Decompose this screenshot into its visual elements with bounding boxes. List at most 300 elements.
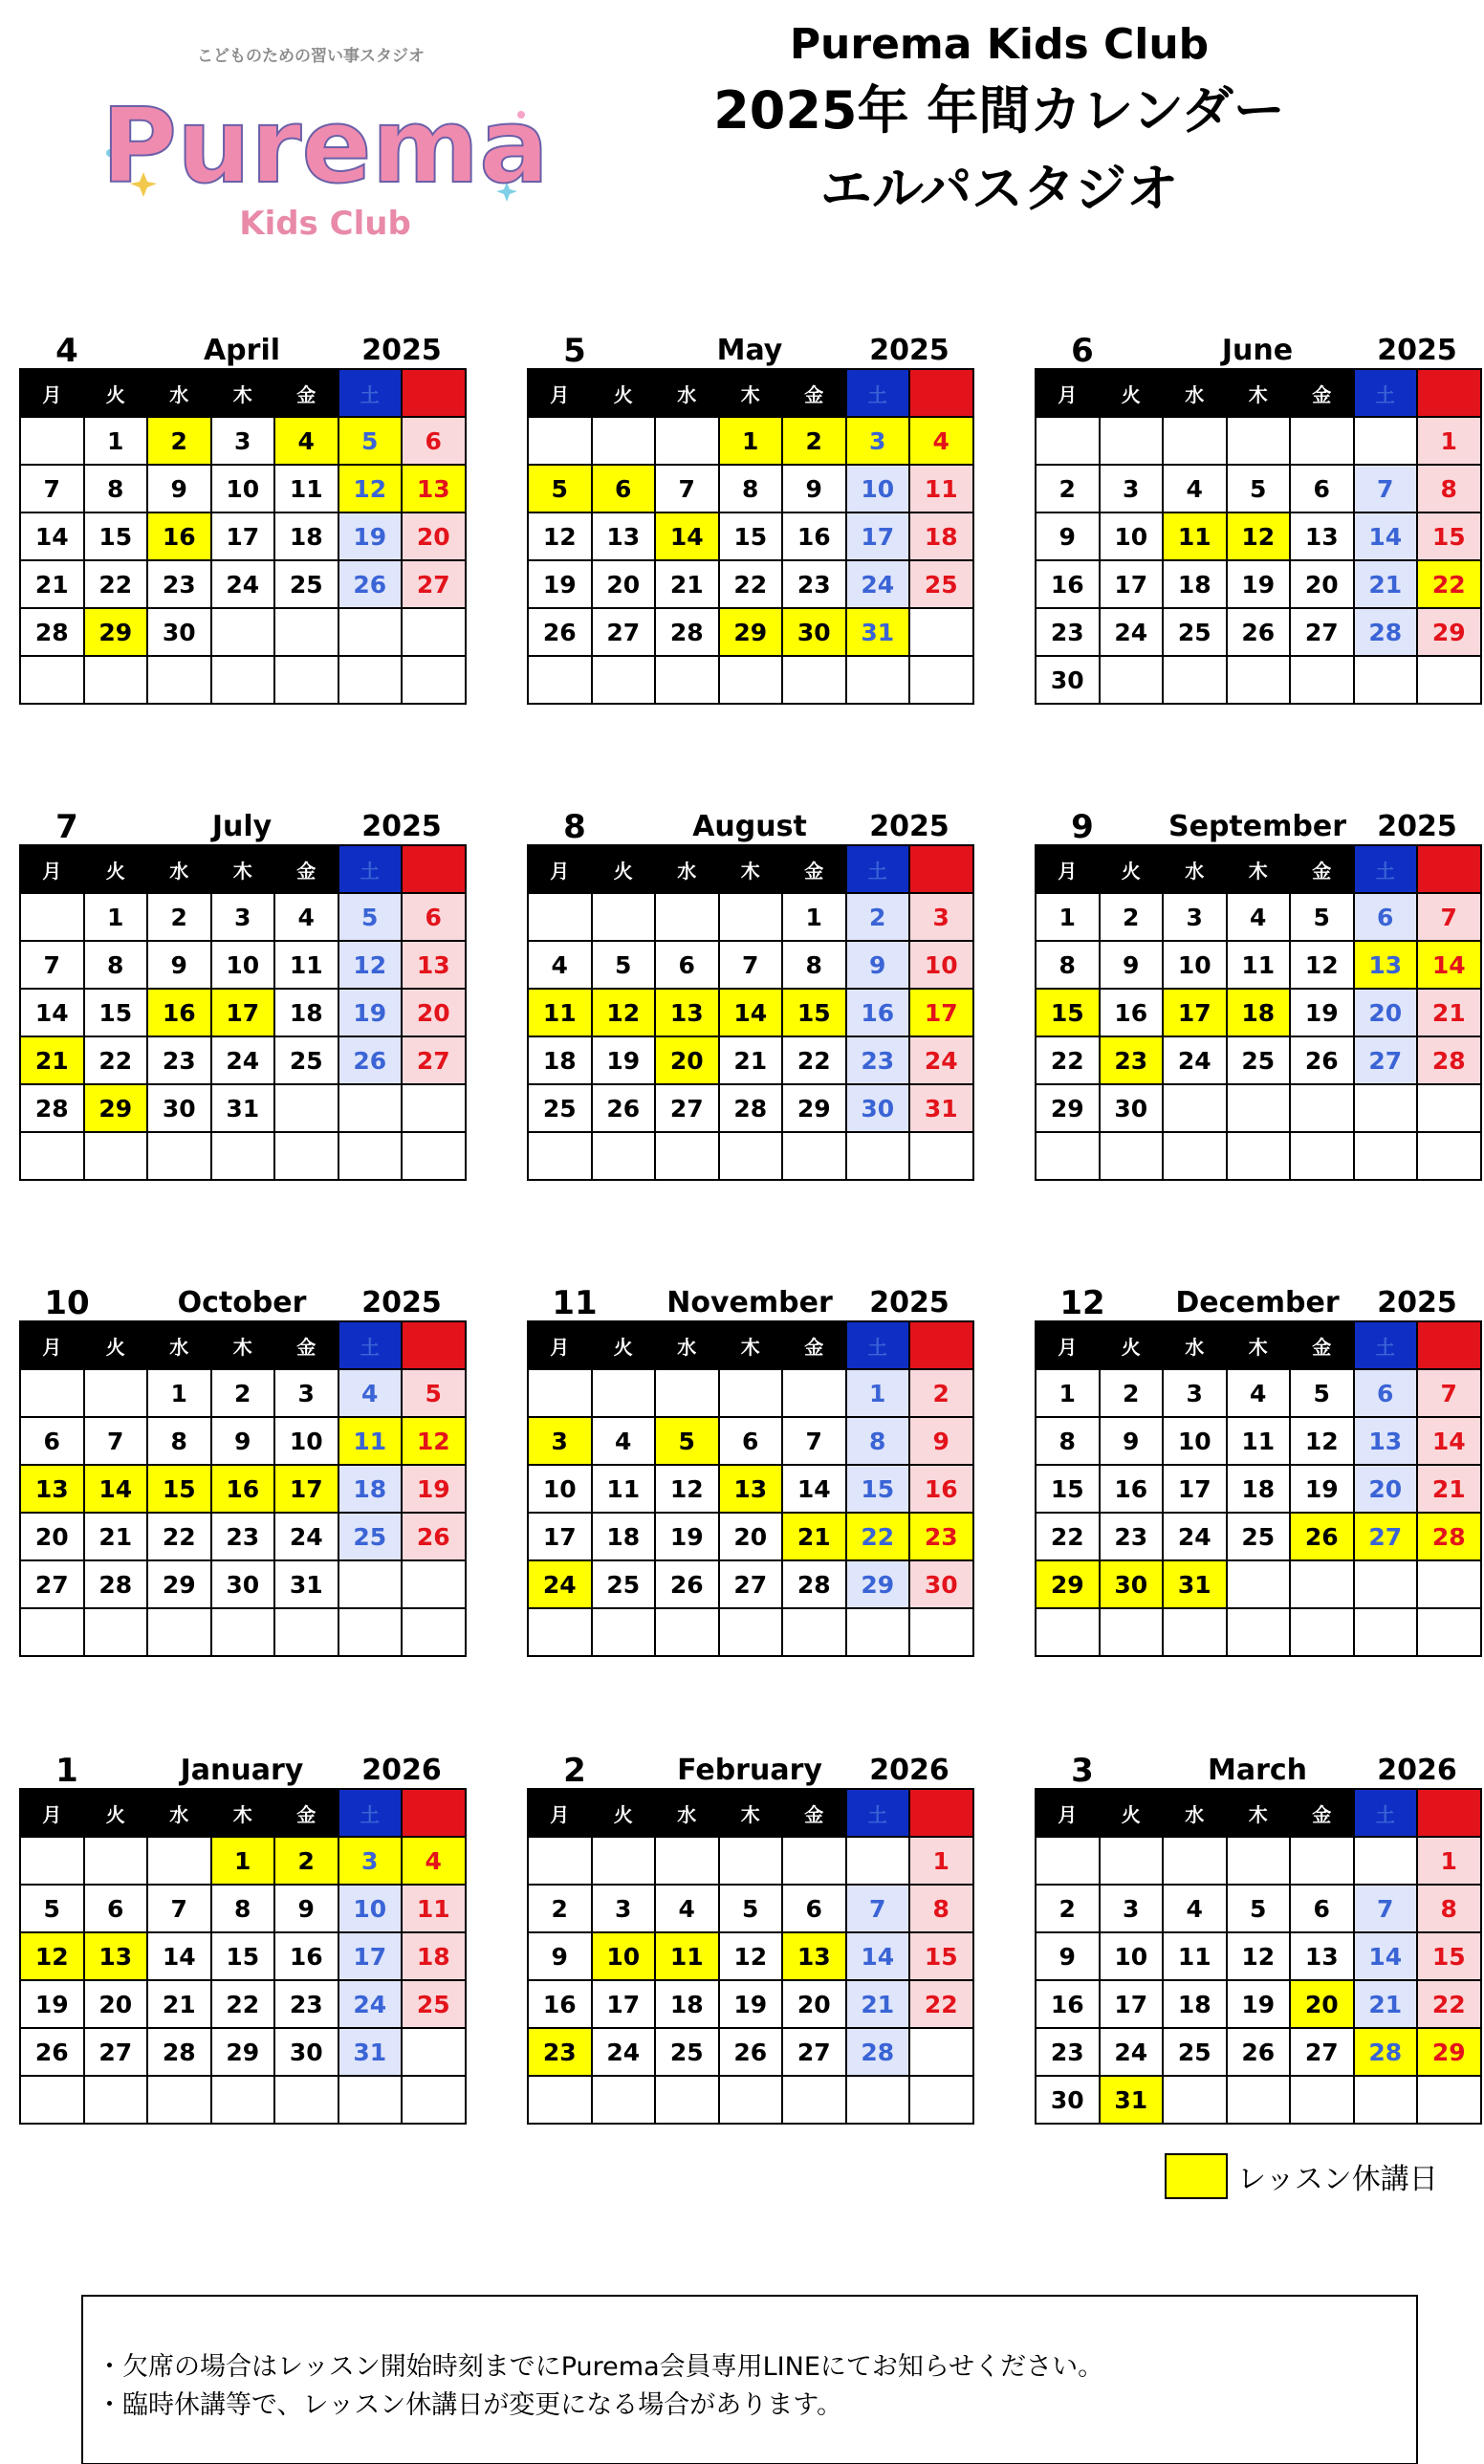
empty-cell bbox=[1228, 657, 1292, 705]
day-cell: 31 bbox=[275, 1561, 339, 1609]
weekday-header: 火 bbox=[593, 1790, 657, 1838]
empty-cell bbox=[656, 1838, 720, 1886]
day-cell: 12 bbox=[1228, 1933, 1292, 1981]
weekday-header: 土 bbox=[1355, 846, 1419, 894]
empty-cell bbox=[1291, 657, 1355, 705]
empty-cell bbox=[1228, 1838, 1292, 1886]
day-cell: 13 bbox=[403, 942, 467, 990]
day-cell: 26 bbox=[21, 2029, 85, 2077]
weekday-header: 月 bbox=[1037, 1322, 1101, 1370]
empty-cell bbox=[1418, 1085, 1482, 1133]
day-cell-holiday: 30 bbox=[1101, 1561, 1165, 1609]
month-year: 2025 bbox=[869, 334, 949, 367]
day-cell: 18 bbox=[275, 513, 339, 561]
empty-cell bbox=[148, 657, 212, 705]
day-cell: 18 bbox=[593, 1514, 657, 1561]
day-cell: 1 bbox=[85, 418, 149, 466]
day-cell: 11 bbox=[275, 942, 339, 990]
day-cell: 18 bbox=[1164, 561, 1228, 609]
day-cell: 6 bbox=[85, 1886, 149, 1933]
day-cell: 10 bbox=[529, 1466, 593, 1514]
day-cell: 2 bbox=[910, 1370, 974, 1418]
day-cell: 30 bbox=[1101, 1085, 1165, 1133]
day-cell: 12 bbox=[720, 1933, 784, 1981]
day-cell: 16 bbox=[1101, 990, 1165, 1037]
day-cell: 28 bbox=[656, 609, 720, 657]
title-calendar: 2025年 年間カレンダー bbox=[713, 79, 1285, 141]
month-grid bbox=[1035, 368, 1482, 705]
day-cell-holiday: 28 bbox=[1355, 2029, 1419, 2077]
day-cell: 7 bbox=[21, 942, 85, 990]
month-number: 12 bbox=[1059, 1284, 1105, 1322]
empty-cell bbox=[1418, 1133, 1482, 1181]
day-cell: 20 bbox=[593, 561, 657, 609]
day-cell-holiday: 11 bbox=[339, 1418, 404, 1466]
month-grid bbox=[19, 368, 467, 705]
empty-cell bbox=[783, 657, 847, 705]
day-cell: 5 bbox=[1228, 1886, 1292, 1933]
weekday-header: 火 bbox=[1101, 1322, 1165, 1370]
empty-cell bbox=[1355, 1561, 1419, 1609]
weekday-header: 月 bbox=[1037, 370, 1101, 418]
day-cell: 22 bbox=[910, 1981, 974, 2029]
weekday-header: 月 bbox=[529, 1790, 593, 1838]
day-cell: 15 bbox=[1418, 513, 1482, 561]
empty-cell bbox=[910, 1609, 974, 1657]
empty-cell bbox=[656, 418, 720, 466]
empty-cell bbox=[339, 1085, 404, 1133]
day-cell: 25 bbox=[656, 2029, 720, 2077]
month-number: 5 bbox=[563, 332, 586, 370]
day-cell: 19 bbox=[720, 1981, 784, 2029]
month-header bbox=[527, 330, 976, 368]
empty-cell bbox=[910, 2029, 974, 2077]
weekday-header: 日 bbox=[910, 1322, 974, 1370]
day-cell: 3 bbox=[212, 418, 276, 466]
month-year: 2025 bbox=[869, 1286, 949, 1319]
weekday-header: 木 bbox=[212, 1322, 276, 1370]
day-cell: 17 bbox=[1101, 561, 1165, 609]
weekday-header: 水 bbox=[1164, 1790, 1228, 1838]
day-cell: 20 bbox=[1355, 990, 1419, 1037]
day-cell: 18 bbox=[275, 990, 339, 1037]
empty-cell bbox=[1291, 1609, 1355, 1657]
weekday-header: 水 bbox=[656, 1322, 720, 1370]
empty-cell bbox=[212, 2077, 276, 2125]
empty-cell bbox=[1355, 1085, 1419, 1133]
day-cell: 12 bbox=[1291, 1418, 1355, 1466]
empty-cell bbox=[1228, 2077, 1292, 2125]
empty-cell bbox=[720, 894, 784, 942]
day-cell: 1 bbox=[847, 1370, 911, 1418]
day-cell: 12 bbox=[1291, 942, 1355, 990]
day-cell: 25 bbox=[275, 561, 339, 609]
empty-cell bbox=[85, 1133, 149, 1181]
day-cell-holiday: 13 bbox=[1355, 942, 1419, 990]
day-cell: 18 bbox=[403, 1933, 467, 1981]
weekday-header: 木 bbox=[212, 846, 276, 894]
empty-cell bbox=[403, 1561, 467, 1609]
day-cell-holiday: 2 bbox=[275, 1838, 339, 1886]
empty-cell bbox=[783, 1838, 847, 1886]
day-cell-holiday: 29 bbox=[1418, 2029, 1482, 2077]
day-cell: 31 bbox=[212, 1085, 276, 1133]
month-name: January bbox=[180, 1754, 304, 1787]
note-absence: ・欠席の場合はレッスン開始時刻までにPurema会員専用LINEにてお知らせください。 bbox=[97, 2352, 1104, 2382]
weekday-header: 土 bbox=[339, 370, 404, 418]
day-cell: 28 bbox=[720, 1085, 784, 1133]
empty-cell bbox=[1164, 1609, 1228, 1657]
month-name: September bbox=[1168, 810, 1346, 843]
day-cell: 24 bbox=[1101, 2029, 1165, 2077]
empty-cell bbox=[656, 657, 720, 705]
day-cell: 20 bbox=[1291, 561, 1355, 609]
day-cell: 11 bbox=[1228, 942, 1292, 990]
day-cell: 15 bbox=[85, 513, 149, 561]
day-cell: 15 bbox=[847, 1466, 911, 1514]
day-cell: 27 bbox=[1291, 2029, 1355, 2077]
empty-cell bbox=[339, 1609, 404, 1657]
empty-cell bbox=[21, 657, 85, 705]
day-cell: 28 bbox=[148, 2029, 212, 2077]
empty-cell bbox=[1101, 1838, 1165, 1886]
day-cell: 22 bbox=[720, 561, 784, 609]
empty-cell bbox=[148, 1838, 212, 1886]
day-cell: 9 bbox=[783, 466, 847, 513]
weekday-header: 水 bbox=[656, 846, 720, 894]
empty-cell bbox=[403, 657, 467, 705]
weekday-header: 木 bbox=[1228, 846, 1292, 894]
weekday-header: 月 bbox=[1037, 846, 1101, 894]
month-year: 2026 bbox=[1377, 1754, 1457, 1787]
empty-cell bbox=[593, 418, 657, 466]
day-cell: 2 bbox=[1101, 894, 1165, 942]
day-cell: 25 bbox=[339, 1514, 404, 1561]
month-header bbox=[1035, 330, 1484, 368]
day-cell: 28 bbox=[85, 1561, 149, 1609]
day-cell: 7 bbox=[1418, 1370, 1482, 1418]
day-cell-holiday: 12 bbox=[1228, 513, 1292, 561]
day-cell: 9 bbox=[529, 1933, 593, 1981]
day-cell: 3 bbox=[1164, 1370, 1228, 1418]
logo-tagline: こどものための習い事スタジオ bbox=[197, 47, 425, 66]
empty-cell bbox=[529, 657, 593, 705]
day-cell: 4 bbox=[656, 1886, 720, 1933]
day-cell: 2 bbox=[212, 1370, 276, 1418]
empty-cell bbox=[275, 609, 339, 657]
weekday-header: 金 bbox=[1291, 846, 1355, 894]
day-cell-holiday: 13 bbox=[720, 1466, 784, 1514]
day-cell: 25 bbox=[403, 1981, 467, 2029]
day-cell-holiday: 5 bbox=[656, 1418, 720, 1466]
day-cell: 24 bbox=[1164, 1037, 1228, 1085]
empty-cell bbox=[847, 1609, 911, 1657]
day-cell: 21 bbox=[720, 1037, 784, 1085]
empty-cell bbox=[148, 2077, 212, 2125]
empty-cell bbox=[529, 1609, 593, 1657]
month-number: 6 bbox=[1071, 332, 1094, 370]
day-cell: 8 bbox=[212, 1886, 276, 1933]
day-cell: 24 bbox=[339, 1981, 404, 2029]
month-year: 2025 bbox=[1377, 810, 1457, 843]
month-year: 2025 bbox=[361, 810, 442, 843]
empty-cell bbox=[783, 1609, 847, 1657]
weekday-header: 火 bbox=[1101, 1790, 1165, 1838]
empty-cell bbox=[21, 1133, 85, 1181]
empty-cell bbox=[275, 1133, 339, 1181]
day-cell: 18 bbox=[1164, 1981, 1228, 2029]
day-cell: 29 bbox=[1418, 609, 1482, 657]
day-cell: 6 bbox=[403, 894, 467, 942]
day-cell-holiday: 4 bbox=[275, 418, 339, 466]
empty-cell bbox=[1101, 657, 1165, 705]
day-cell-holiday: 13 bbox=[85, 1933, 149, 1981]
day-cell: 8 bbox=[1418, 466, 1482, 513]
day-cell-holiday: 29 bbox=[85, 1085, 149, 1133]
day-cell: 17 bbox=[212, 513, 276, 561]
day-cell: 20 bbox=[403, 990, 467, 1037]
day-cell-holiday: 2 bbox=[148, 418, 212, 466]
day-cell-holiday: 12 bbox=[21, 1933, 85, 1981]
month-number: 9 bbox=[1071, 808, 1094, 846]
month-year: 2025 bbox=[361, 334, 442, 367]
weekday-header: 日 bbox=[910, 1790, 974, 1838]
day-cell: 14 bbox=[1418, 1418, 1482, 1466]
empty-cell bbox=[85, 657, 149, 705]
day-cell: 6 bbox=[1355, 894, 1419, 942]
day-cell: 1 bbox=[910, 1838, 974, 1886]
day-cell: 27 bbox=[1355, 1037, 1419, 1085]
day-cell-holiday: 23 bbox=[1101, 1037, 1165, 1085]
weekday-header: 月 bbox=[21, 846, 85, 894]
month-number: 4 bbox=[55, 332, 78, 370]
month-number: 1 bbox=[55, 1752, 78, 1790]
day-cell: 18 bbox=[656, 1981, 720, 2029]
day-cell-holiday: 28 bbox=[1418, 1514, 1482, 1561]
empty-cell bbox=[1037, 1133, 1101, 1181]
weekday-header: 金 bbox=[783, 1322, 847, 1370]
day-cell: 1 bbox=[1037, 1370, 1101, 1418]
empty-cell bbox=[593, 2077, 657, 2125]
empty-cell bbox=[1101, 1133, 1165, 1181]
weekday-header: 日 bbox=[1418, 1790, 1482, 1838]
month-year: 2025 bbox=[361, 1286, 442, 1319]
day-cell: 29 bbox=[783, 1085, 847, 1133]
day-cell: 1 bbox=[85, 894, 149, 942]
day-cell: 27 bbox=[656, 1085, 720, 1133]
weekday-header: 土 bbox=[847, 1322, 911, 1370]
day-cell: 10 bbox=[1101, 1933, 1165, 1981]
day-cell: 19 bbox=[529, 561, 593, 609]
weekday-header: 日 bbox=[403, 1322, 467, 1370]
day-cell: 5 bbox=[21, 1886, 85, 1933]
day-cell: 20 bbox=[403, 513, 467, 561]
weekday-header: 月 bbox=[21, 1322, 85, 1370]
day-cell: 15 bbox=[1037, 1466, 1101, 1514]
month-header bbox=[1035, 1750, 1484, 1788]
day-cell: 23 bbox=[148, 1037, 212, 1085]
day-cell: 3 bbox=[1101, 1886, 1165, 1933]
month-grid bbox=[1035, 1788, 1482, 2125]
day-cell: 1 bbox=[783, 894, 847, 942]
day-cell: 2 bbox=[1037, 466, 1101, 513]
day-cell: 29 bbox=[1037, 1085, 1101, 1133]
month-header bbox=[527, 1282, 976, 1320]
day-cell: 7 bbox=[783, 1418, 847, 1466]
day-cell-holiday: 17 bbox=[275, 1466, 339, 1514]
day-cell: 14 bbox=[783, 1466, 847, 1514]
weekday-header: 金 bbox=[783, 846, 847, 894]
empty-cell bbox=[339, 657, 404, 705]
weekday-header: 月 bbox=[529, 1322, 593, 1370]
day-cell-holiday: 14 bbox=[656, 513, 720, 561]
month-name: April bbox=[203, 334, 281, 367]
weekday-header: 日 bbox=[403, 846, 467, 894]
day-cell: 26 bbox=[403, 1514, 467, 1561]
weekday-header: 火 bbox=[593, 370, 657, 418]
day-cell: 1 bbox=[148, 1370, 212, 1418]
day-cell: 20 bbox=[1355, 1466, 1419, 1514]
title-block bbox=[650, 21, 1348, 219]
empty-cell bbox=[720, 1370, 784, 1418]
day-cell: 19 bbox=[1228, 561, 1292, 609]
day-cell: 8 bbox=[85, 466, 149, 513]
day-cell: 15 bbox=[910, 1933, 974, 1981]
day-cell: 7 bbox=[720, 942, 784, 990]
day-cell-holiday: 11 bbox=[656, 1933, 720, 1981]
day-cell: 28 bbox=[847, 2029, 911, 2077]
day-cell-holiday: 21 bbox=[21, 1037, 85, 1085]
day-cell: 23 bbox=[783, 561, 847, 609]
empty-cell bbox=[21, 1609, 85, 1657]
weekday-header: 金 bbox=[1291, 370, 1355, 418]
weekday-header: 水 bbox=[1164, 370, 1228, 418]
day-cell: 10 bbox=[275, 1418, 339, 1466]
day-cell: 23 bbox=[847, 1037, 911, 1085]
weekday-header: 水 bbox=[148, 370, 212, 418]
day-cell: 27 bbox=[85, 2029, 149, 2077]
day-cell: 3 bbox=[212, 894, 276, 942]
empty-cell bbox=[1101, 418, 1165, 466]
empty-cell bbox=[720, 1133, 784, 1181]
month-name: May bbox=[716, 334, 783, 367]
day-cell-holiday: 29 bbox=[720, 609, 784, 657]
weekday-header: 金 bbox=[783, 1790, 847, 1838]
day-cell: 2 bbox=[1037, 1886, 1101, 1933]
day-cell: 30 bbox=[1037, 2077, 1101, 2125]
day-cell: 26 bbox=[339, 561, 404, 609]
day-cell: 16 bbox=[275, 1933, 339, 1981]
day-cell: 23 bbox=[212, 1514, 276, 1561]
day-cell: 26 bbox=[656, 1561, 720, 1609]
empty-cell bbox=[403, 1085, 467, 1133]
month-header bbox=[1035, 1282, 1484, 1320]
day-cell: 24 bbox=[275, 1514, 339, 1561]
day-cell-holiday: 18 bbox=[1228, 990, 1292, 1037]
empty-cell bbox=[403, 2077, 467, 2125]
day-cell: 10 bbox=[212, 942, 276, 990]
empty-cell bbox=[1164, 657, 1228, 705]
day-cell: 18 bbox=[1228, 1466, 1292, 1514]
day-cell: 9 bbox=[1037, 1933, 1101, 1981]
day-cell: 28 bbox=[1418, 1037, 1482, 1085]
month-name: March bbox=[1207, 1754, 1308, 1787]
empty-cell bbox=[1228, 418, 1292, 466]
day-cell: 13 bbox=[1291, 1933, 1355, 1981]
day-cell: 25 bbox=[1228, 1037, 1292, 1085]
weekday-header: 金 bbox=[275, 1322, 339, 1370]
weekday-header: 火 bbox=[85, 846, 149, 894]
day-cell: 6 bbox=[21, 1418, 85, 1466]
day-cell: 31 bbox=[910, 1085, 974, 1133]
weekday-header: 日 bbox=[910, 846, 974, 894]
weekday-header: 木 bbox=[212, 1790, 276, 1838]
day-cell: 10 bbox=[1164, 1418, 1228, 1466]
day-cell: 19 bbox=[339, 990, 404, 1037]
empty-cell bbox=[529, 1838, 593, 1886]
day-cell: 11 bbox=[910, 466, 974, 513]
month-header bbox=[527, 806, 976, 844]
weekday-header: 火 bbox=[85, 1790, 149, 1838]
weekday-header: 火 bbox=[85, 370, 149, 418]
day-cell: 18 bbox=[529, 1037, 593, 1085]
day-cell: 23 bbox=[1101, 1514, 1165, 1561]
day-cell: 12 bbox=[339, 942, 404, 990]
day-cell: 8 bbox=[847, 1418, 911, 1466]
empty-cell bbox=[1228, 1133, 1292, 1181]
day-cell-holiday: 21 bbox=[783, 1514, 847, 1561]
day-cell: 9 bbox=[275, 1886, 339, 1933]
day-cell: 4 bbox=[593, 1418, 657, 1466]
day-cell: 30 bbox=[847, 1085, 911, 1133]
day-cell-holiday: 6 bbox=[593, 466, 657, 513]
day-cell: 27 bbox=[403, 561, 467, 609]
day-cell: 20 bbox=[21, 1514, 85, 1561]
day-cell: 17 bbox=[529, 1514, 593, 1561]
day-cell: 7 bbox=[1418, 894, 1482, 942]
day-cell-holiday: 20 bbox=[656, 1037, 720, 1085]
day-cell: 12 bbox=[656, 1466, 720, 1514]
day-cell: 9 bbox=[910, 1418, 974, 1466]
empty-cell bbox=[656, 2077, 720, 2125]
weekday-header: 木 bbox=[212, 370, 276, 418]
day-cell: 29 bbox=[212, 2029, 276, 2077]
empty-cell bbox=[593, 1609, 657, 1657]
empty-cell bbox=[847, 1838, 911, 1886]
day-cell: 24 bbox=[847, 561, 911, 609]
day-cell: 31 bbox=[339, 2029, 404, 2077]
day-cell: 21 bbox=[1418, 1466, 1482, 1514]
day-cell-holiday: 22 bbox=[1418, 561, 1482, 609]
weekday-header: 日 bbox=[403, 370, 467, 418]
empty-cell bbox=[656, 894, 720, 942]
empty-cell bbox=[1164, 418, 1228, 466]
day-cell: 26 bbox=[1228, 2029, 1292, 2077]
day-cell: 26 bbox=[1228, 609, 1292, 657]
empty-cell bbox=[847, 657, 911, 705]
weekday-header: 火 bbox=[1101, 846, 1165, 894]
day-cell-holiday: 3 bbox=[529, 1418, 593, 1466]
day-cell: 13 bbox=[593, 513, 657, 561]
weekday-header: 土 bbox=[847, 370, 911, 418]
day-cell-holiday: 2 bbox=[783, 418, 847, 466]
empty-cell bbox=[783, 1133, 847, 1181]
day-cell: 4 bbox=[1164, 1886, 1228, 1933]
day-cell-holiday: 29 bbox=[1037, 1561, 1101, 1609]
day-cell: 9 bbox=[847, 942, 911, 990]
month-name: June bbox=[1221, 334, 1294, 367]
day-cell: 7 bbox=[85, 1418, 149, 1466]
